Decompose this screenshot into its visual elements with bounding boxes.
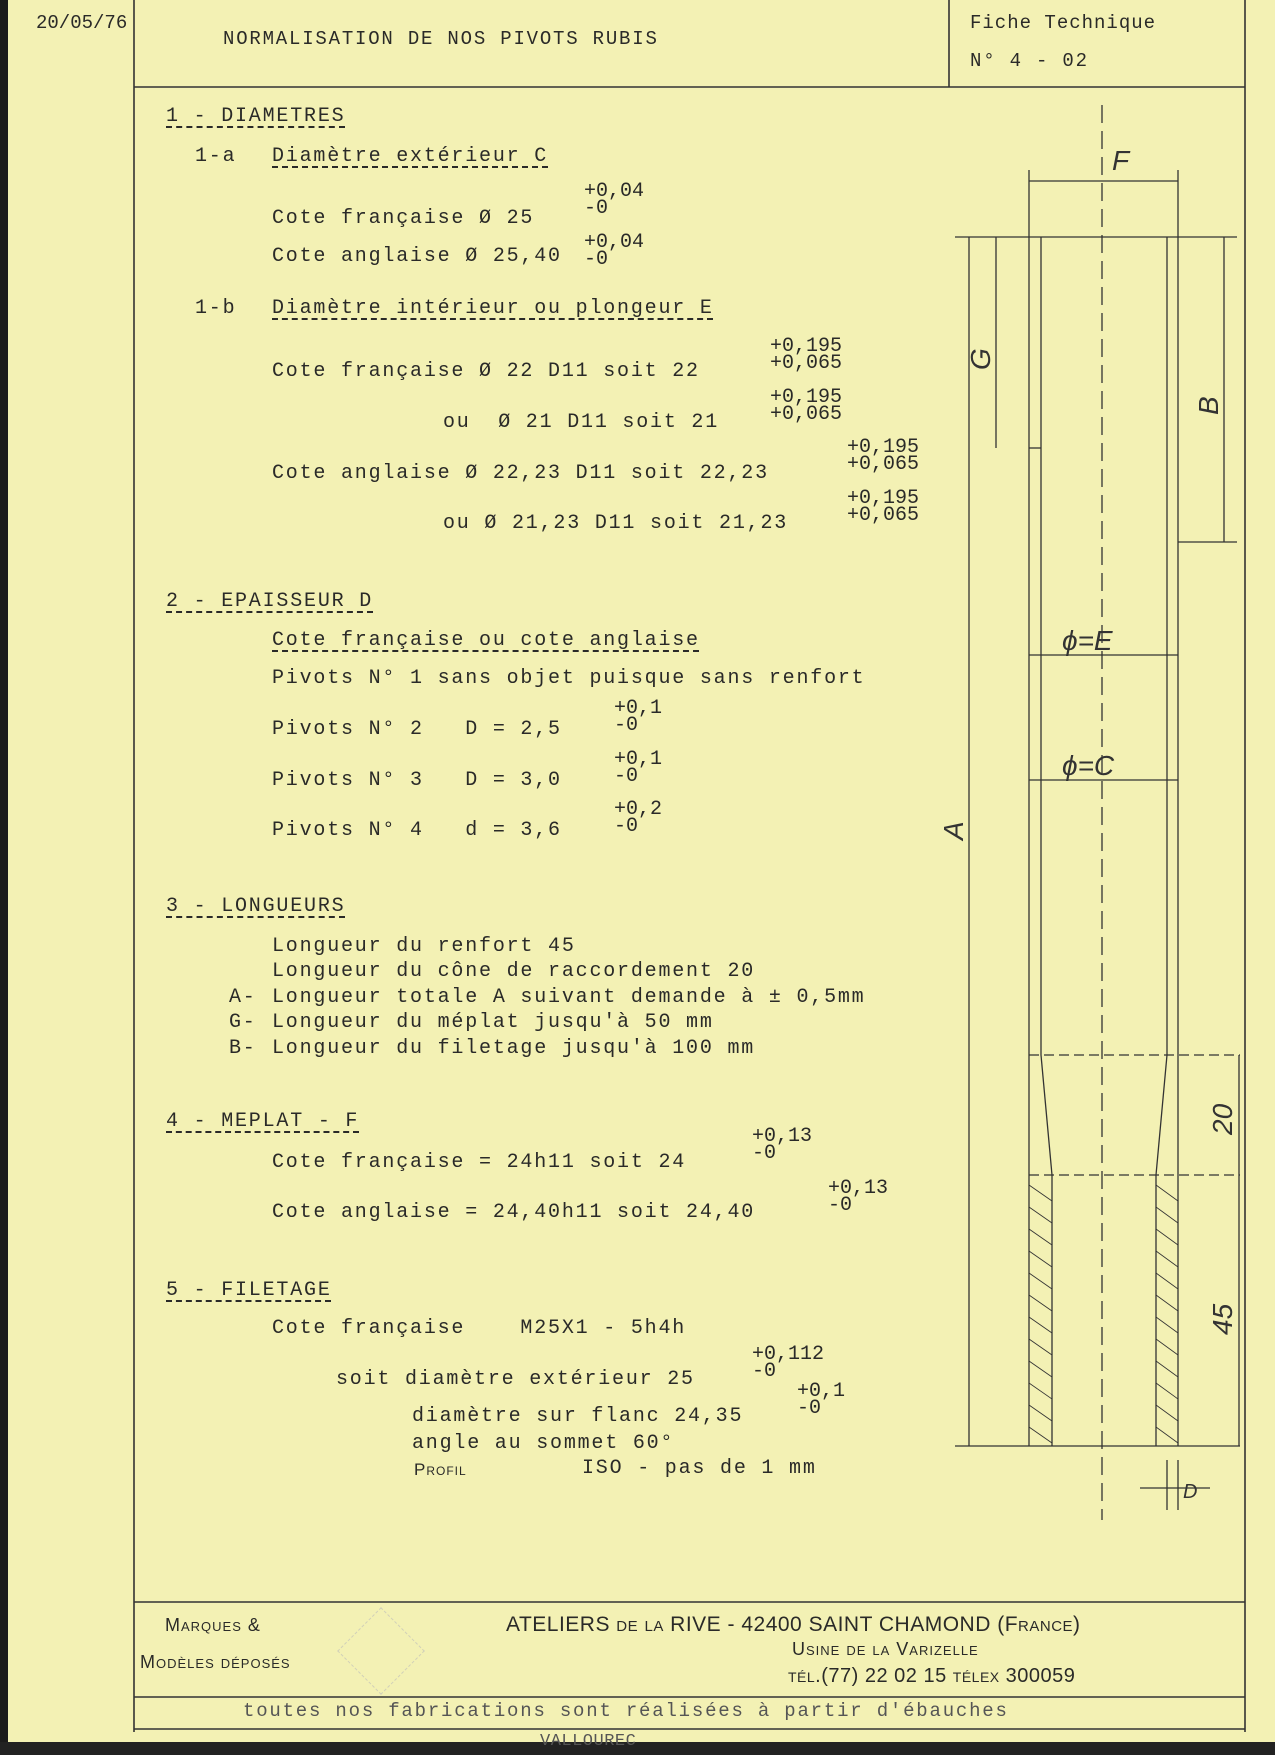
s3-prefix: B- xyxy=(229,1037,257,1060)
s1b-row: ou Ø 21 D11 soit 21 xyxy=(443,411,720,434)
dim-B-label: B xyxy=(1193,396,1224,415)
s3-prefix: A- xyxy=(229,986,257,1009)
tolerance: +0,195 +0,065 xyxy=(770,386,843,426)
s1a-number: 1-a xyxy=(195,145,237,168)
s3-row: Longueur du méplat jusqu'à 50 mm xyxy=(272,1011,714,1034)
footer-brand: VALLOUREC xyxy=(540,1732,637,1751)
section-2-title: 2 - EPAISSEUR D xyxy=(166,590,374,613)
s3-row: Longueur du filetage jusqu'à 100 mm xyxy=(272,1037,756,1060)
s3-prefix: G- xyxy=(229,1011,257,1034)
hatch-line xyxy=(1156,1317,1178,1333)
tolerance: +0,112 -0 xyxy=(752,1343,825,1383)
dim-C-label: ϕ=C xyxy=(1062,750,1115,781)
s1b-row: Cote française Ø 22 D11 soit 22 xyxy=(272,360,700,383)
hatch-line xyxy=(1156,1361,1178,1377)
s5-line: angle au sommet 60° xyxy=(412,1432,675,1455)
hatch-line xyxy=(1029,1383,1052,1399)
hatch-line xyxy=(1029,1295,1052,1311)
pivot-drawing xyxy=(955,105,1240,1520)
footer-marks: Marques & xyxy=(165,1615,261,1635)
page-title: NORMALISATION DE NOS PIVOTS RUBIS xyxy=(223,28,659,50)
s2-row: Pivots N° 2 D = 2,5 xyxy=(272,718,562,741)
dim-D-label: D xyxy=(1183,1481,1198,1503)
hatch-line xyxy=(1156,1229,1178,1245)
tolerance: +0,195 +0,065 xyxy=(770,335,843,375)
hatch-line xyxy=(1156,1207,1178,1223)
dim-A-label: A xyxy=(938,821,969,840)
tolerance: +0,195 +0,065 xyxy=(847,487,920,527)
s4-row: Cote française = 24h11 soit 24 xyxy=(272,1151,687,1174)
hatch-line xyxy=(1029,1229,1052,1245)
hatch-line xyxy=(1029,1339,1052,1355)
s3-row: Longueur du cône de raccordement 20 xyxy=(272,960,756,983)
hatch-line xyxy=(1156,1383,1178,1399)
tolerance: +0,1 -0 xyxy=(614,748,663,788)
hatch-line xyxy=(1156,1273,1178,1289)
tolerance: +0,2 -0 xyxy=(614,798,663,838)
s2-note: Pivots N° 1 sans objet puisque sans renfort xyxy=(272,667,866,690)
sheet-label: Fiche Technique xyxy=(970,12,1157,34)
dim-E-label: ϕ=E xyxy=(1062,625,1113,656)
section-1-title: 1 - DIAMETRES xyxy=(166,105,346,128)
section-3-title: 3 - LONGUEURS xyxy=(166,895,346,918)
s1b-number: 1-b xyxy=(195,297,237,320)
s4-row: Cote anglaise = 24,40h11 soit 24,40 xyxy=(272,1201,756,1224)
s2-row: Pivots N° 4 d = 3,6 xyxy=(272,819,562,842)
s1a-row: Cote française Ø 25 xyxy=(272,207,535,230)
hatch-line xyxy=(1029,1361,1052,1377)
hatch-line xyxy=(1029,1185,1052,1201)
hatch-line xyxy=(1029,1251,1052,1267)
section-5-title: 5 - FILETAGE xyxy=(166,1279,332,1302)
footer-note: toutes nos fabrications sont réalisées à partir d'ébauches xyxy=(243,1700,1009,1722)
hatch-line xyxy=(1029,1427,1052,1443)
s5-line: Cote française M25X1 - 5h4h xyxy=(272,1317,687,1340)
tolerance: +0,195 +0,065 xyxy=(847,436,920,476)
dim-G-label: G xyxy=(965,348,996,370)
s3-row: Longueur totale A suivant demande à ± 0,5mm xyxy=(272,986,866,1009)
s2-row: Pivots N° 3 D = 3,0 xyxy=(272,769,562,792)
s3-row: Longueur du renfort 45 xyxy=(272,935,576,958)
s1a-row: Cote anglaise Ø 25,40 xyxy=(272,245,562,268)
s1b-title: Diamètre intérieur ou plongeur E xyxy=(272,297,714,320)
footer-company: ATELIERS de la RIVE - 42400 SAINT CHAMOND (France) xyxy=(506,1613,1081,1636)
hatch-line xyxy=(1156,1185,1178,1201)
date: 20/05/76 xyxy=(36,12,128,34)
hatch-line xyxy=(1156,1295,1178,1311)
tolerance: +0,13 -0 xyxy=(828,1177,889,1217)
tolerance: +0,1 -0 xyxy=(614,697,663,737)
hatch-line xyxy=(1156,1251,1178,1267)
s5-profil-value: ISO - pas de 1 mm xyxy=(582,1457,817,1480)
hatch-line xyxy=(1156,1339,1178,1355)
s1b-row: ou Ø 21,23 D11 soit 21,23 xyxy=(443,512,789,535)
s5-line: diamètre sur flanc 24,35 xyxy=(412,1405,744,1428)
hatch-line xyxy=(1029,1273,1052,1289)
footer-plant: Usine de la Varizelle xyxy=(792,1639,979,1659)
sheet-number: N° 4 - 02 xyxy=(970,50,1089,72)
hatch-line xyxy=(1029,1317,1052,1333)
tolerance: +0,04 -0 xyxy=(584,180,645,220)
s1a-title: Diamètre extérieur C xyxy=(272,145,549,168)
footer-contact: tél.(77) 22 02 15 télex 300059 xyxy=(788,1665,1076,1687)
s2-subtitle: Cote française ou cote anglaise xyxy=(272,629,700,652)
hatch-line xyxy=(1029,1405,1052,1421)
tolerance: +0,13 -0 xyxy=(752,1125,813,1165)
hatch-line xyxy=(1029,1207,1052,1223)
section-4-title: 4 - MEPLAT - F xyxy=(166,1110,360,1133)
tolerance: +0,1 -0 xyxy=(797,1380,846,1420)
dim-F-label: F xyxy=(1112,145,1130,176)
s5-line: soit diamètre extérieur 25 xyxy=(336,1368,695,1391)
tolerance: +0,04 -0 xyxy=(584,231,645,271)
dim-20-label: 20 xyxy=(1207,1103,1238,1135)
hatch-line xyxy=(1156,1405,1178,1421)
hatch-line xyxy=(1156,1427,1178,1443)
footer-models: Modèles déposés xyxy=(140,1652,291,1672)
s5-profil-label: Profil xyxy=(414,1460,467,1479)
s1b-row: Cote anglaise Ø 22,23 D11 soit 22,23 xyxy=(272,462,769,485)
dim-45-label: 45 xyxy=(1207,1303,1238,1335)
